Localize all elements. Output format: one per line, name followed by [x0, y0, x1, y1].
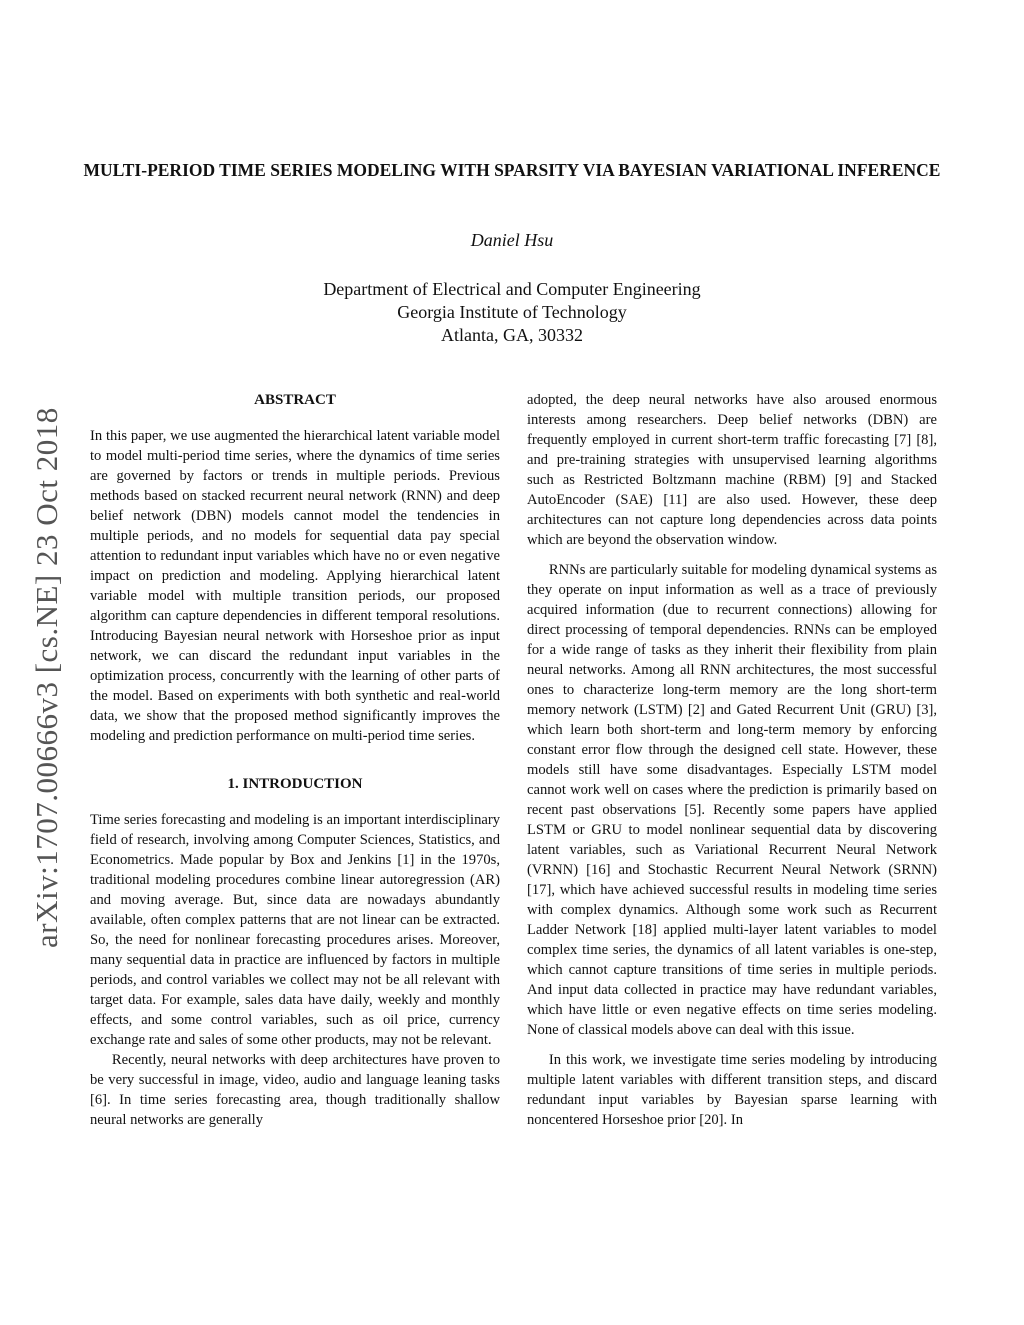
intro-paragraph-2: Recently, neural networks with deep architectures have proven to be very successful in image, video, audio and language leaning tasks [6]. In time series forecasting area, though traditionally shallow neural networks are generally: [90, 1052, 500, 1128]
affiliation-institute: Georgia Institute of Technology: [397, 302, 627, 322]
abstract-text: In this paper, we use augmented the hierarchical latent variable model to model multi-period time series, where the dynamics of time series are governed by factors or trends in multiple periods. Previous methods based on stacked recurrent neural network (RNN) and deep belief network (DBN) models cannot model the tendencies in multiple periods, and no models for sequential data pay special attention to redundant input variables which have no or even negative impact on prediction and modeling. Applying hierarchical latent variable model with multiple transition periods, our proposed algorithm can capture dependencies in different temporal resolutions. Introducing Bayesian neural network with Horseshoe prior as input network, we can discard the redundant input variables in the optimization process, concurrently with the learning of other parts of the model. Based on experiments with both synthetic and real-world data, we show that the proposed method significantly improves the modeling and prediction performance on multi-period time series.: [90, 428, 500, 744]
left-column: [90, 390, 500, 1130]
affiliation-location: Atlanta, GA, 30332: [441, 325, 583, 345]
abstract-heading: ABSTRACT: [254, 392, 336, 408]
affiliation-department: Department of Electrical and Computer Engineering: [323, 279, 701, 299]
intro-paragraph-5: In this work, we investigate time series modeling by introducing multiple latent variables with different transition steps, and discard redundant input variables by Bayesian sparse learning with noncentered Horseshoe prior [20]. In: [527, 1052, 937, 1128]
arxiv-stamp: arXiv:1707.00666v3 [cs.NE] 23 Oct 2018: [29, 407, 64, 948]
intro-paragraph-1: Time series forecasting and modeling is an important interdisciplinary field of research, involving among Computer Sciences, Statistics, and Econometrics. Made popular by Box and Jenkins [1] in the 1970s, traditional modeling procedures combine linear autoregression (AR) and moving average. But, since data are nowadays abundantly available, often complex patterns that are not linear can be extracted. So, the need for nonlinear forecasting procedures arises. Moreover, many sequential data in practice are influenced by factors in multiple periods, and control variables we collect may not be all relevant with target data. For example, sales data have daily, weekly and monthly effects, and some control variables, such as oil price, currency exchange rate and sales of some other products, may not be relevant.: [90, 812, 500, 1048]
intro-paragraph-4: RNNs are particularly suitable for modeling dynamical systems as they operate on input information as well as a trace of previously acquired information (due to recurrent connections) allowing for direct processing of temporal dependencies. RNNs can be employed for a wide range of tasks as they inherit their flexibility from plain neural networks. Among all RNN architectures, the most successful ones to characterize long-term memory are the long short-term memory network (LSTM) [2] and Gated Recurrent Unit (GRU) [3], which learn both short-term and long-term memory by enforcing constant error flow through the designed cell state. However, these models still have some disadvantages. Especially LSTM model cannot work well on cases where the prediction is primarily based on recent past observations [5]. Recently some papers have applied LSTM or GRU to model nonlinear sequential data by discovering latent variables, such as Variational Recurrent Neural Network (VRNN) [16] and Stochastic Recurrent Neural Network (SRNN) [17], which have achieved successful results in modeling time series with complex dynamics. Although some work such as Recurrent Ladder Network [18] applied multi-layer latent variables to model complex time series, the dynamics of all latent variables is one-step, which cannot capture transitions of time series in multiple periods. And input data collected in practice may have redundant variables, which have little or even negative effects on time series modeling. None of classical models above can deal with this issue.: [527, 562, 937, 1038]
right-column: [527, 390, 937, 1130]
introduction-heading: 1. INTRODUCTION: [227, 776, 363, 792]
affiliation: [0, 278, 1024, 347]
intro-paragraph-3: adopted, the deep neural networks have also aroused enormous interests among researchers. Deep belief networks (DBN) are frequently employed in current short-term traffic forecasting [7] [8], and pre-training strategies with unsupervised learning algorithms such as Restricted Boltzmann machine (RBM) [9] and Stacked AutoEncoder (SAE) [11] are also used. However, these deep architectures can not capture long dependencies across data points which are beyond the observation window.: [527, 392, 937, 548]
paper-title: MULTI-PERIOD TIME SERIES MODELING WITH SPARSITY VIA BAYESIAN VARIATIONAL INFERENCE: [83, 160, 941, 180]
author-name: Daniel Hsu: [470, 230, 554, 250]
